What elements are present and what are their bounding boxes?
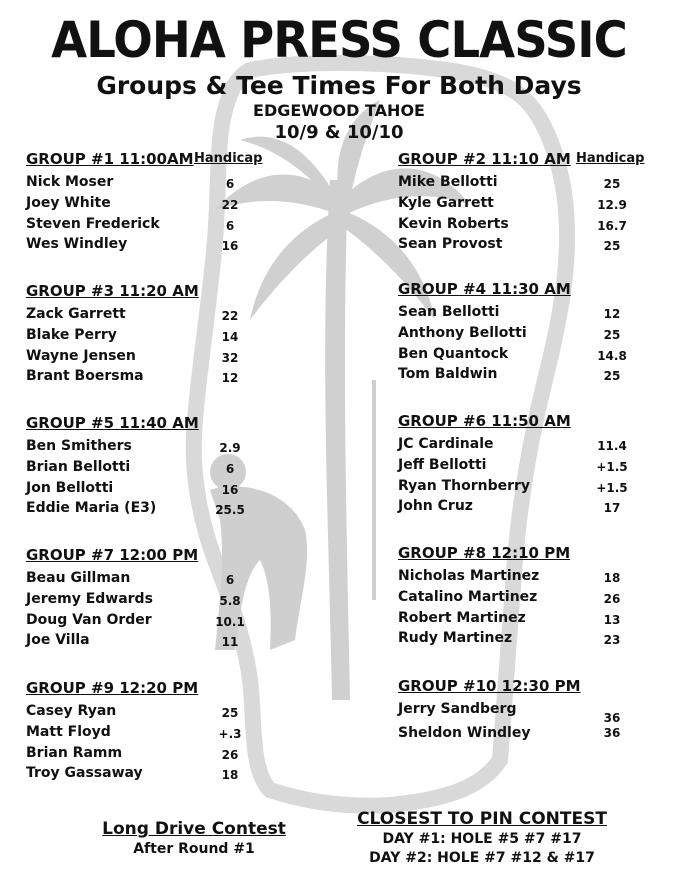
player-name: Robert Martinez <box>398 609 526 626</box>
player-row <box>26 435 306 456</box>
player-row <box>398 627 678 648</box>
group-card <box>398 149 678 254</box>
player-name: Ben Smithers <box>26 438 132 454</box>
player-handicap: 18 <box>221 768 239 783</box>
group-title: GROUP #4 11:30 AM <box>398 280 571 298</box>
player-name: Jerry Sandberg <box>398 701 517 717</box>
long-drive-detail: After Round #1 <box>133 841 255 857</box>
player-name: Brian Bellotti <box>26 458 131 475</box>
player-name: Sean Bellotti <box>398 304 500 320</box>
player-handicap: 25 <box>603 239 621 254</box>
group-title: GROUP #8 12:10 PM <box>398 544 571 562</box>
player-name: Matt Floyd <box>26 723 111 740</box>
player-row <box>26 192 306 213</box>
player-handicap: 5.8 <box>219 593 241 608</box>
handicap-header: Handicap <box>576 151 645 166</box>
player-name: Jeff Bellotti <box>398 456 487 473</box>
player-name: Jon Bellotti <box>26 479 114 496</box>
group-card <box>26 413 306 518</box>
player-name: Brant Boersma <box>26 368 144 385</box>
player-handicap: 16 <box>221 239 239 254</box>
player-row <box>26 345 306 366</box>
group-title: GROUP #9 12:20 PM <box>26 679 199 697</box>
player-name: Joe Villa <box>26 632 90 649</box>
group-card <box>26 678 306 783</box>
player-handicap: 12 <box>603 307 621 321</box>
player-name: Beau Gillman <box>26 570 131 586</box>
event-dates: 10/9 & 10/10 <box>274 122 404 143</box>
group-card <box>26 281 306 386</box>
player-handicap: 14 <box>221 329 239 344</box>
group-card <box>398 279 678 384</box>
group-card <box>26 545 306 650</box>
player-handicap: 17 <box>603 501 621 516</box>
player-handicap: 26 <box>221 747 239 762</box>
group-title: GROUP #2 11:10 AM <box>398 150 571 168</box>
player-row <box>26 303 306 324</box>
player-handicap: 12.9 <box>597 197 627 212</box>
player-handicap: 12 <box>221 371 239 386</box>
closest-to-pin-day1: DAY #1: HOLE #5 #7 #17 <box>382 831 582 847</box>
player-row <box>26 629 306 650</box>
player-row <box>398 698 678 725</box>
long-drive-title: Long Drive Contest <box>102 819 286 839</box>
player-name: JC Cardinale <box>398 436 494 452</box>
player-name: Mike Bellotti <box>398 174 498 190</box>
player-name: Anthony Bellotti <box>398 324 527 341</box>
group-title: GROUP #5 11:40 AM <box>26 414 199 432</box>
player-name: Troy Gassaway <box>26 765 143 782</box>
player-name: Zack Garrett <box>26 306 126 322</box>
player-name: Casey Ryan <box>26 703 117 719</box>
player-name: Sean Provost <box>398 236 503 253</box>
player-handicap: 11.4 <box>597 439 627 453</box>
group-card <box>398 676 678 743</box>
player-row <box>398 454 678 475</box>
player-name: John Cruz <box>398 498 473 515</box>
player-row <box>26 609 306 630</box>
player-handicap: 2.9 <box>219 441 241 455</box>
player-name: Tom Baldwin <box>398 366 498 383</box>
player-row <box>26 721 306 742</box>
player-handicap: 26 <box>603 591 621 606</box>
player-handicap: 25 <box>603 177 621 191</box>
player-handicap: 25 <box>603 369 621 384</box>
group-card <box>398 543 678 648</box>
group-card <box>398 411 678 516</box>
player-handicap: 36 <box>603 726 621 740</box>
player-handicap: 6 <box>225 218 235 233</box>
player-handicap: +1.5 <box>596 480 628 495</box>
player-name: Ben Quantock <box>398 345 509 362</box>
player-handicap: 22 <box>221 309 239 323</box>
player-name: Nick Moser <box>26 174 114 190</box>
player-name: Kyle Garrett <box>398 194 494 211</box>
player-name: Blake Perry <box>26 326 117 343</box>
group-title: GROUP #7 12:00 PM <box>26 546 199 564</box>
player-handicap: 11 <box>221 635 239 650</box>
player-row <box>398 192 678 213</box>
player-handicap: 25.5 <box>215 503 245 518</box>
player-handicap: 25 <box>603 327 621 342</box>
player-row <box>398 233 678 254</box>
player-row <box>26 171 306 192</box>
player-row <box>26 213 306 234</box>
player-handicap: 10.1 <box>215 614 245 629</box>
player-name: Nicholas Martinez <box>398 568 540 584</box>
player-row <box>398 475 678 496</box>
player-handicap: 23 <box>603 633 621 648</box>
player-name: Joey White <box>26 194 111 211</box>
player-row <box>26 477 306 498</box>
closest-to-pin-title: CLOSEST TO PIN CONTEST <box>357 809 607 829</box>
player-handicap: 18 <box>603 571 621 585</box>
player-row <box>26 567 306 588</box>
closest-to-pin-contest <box>352 808 612 868</box>
player-name: Rudy Martinez <box>398 630 513 647</box>
player-row <box>398 565 678 586</box>
long-drive-contest <box>94 818 294 859</box>
player-name: Kevin Roberts <box>398 215 509 232</box>
player-row <box>398 495 678 516</box>
group-title: GROUP #6 11:50 AM <box>398 412 571 430</box>
player-row <box>26 742 306 763</box>
page-title: ALOHA PRESS CLASSIC <box>51 11 627 69</box>
player-row <box>26 456 306 477</box>
player-handicap: 36 <box>603 711 621 725</box>
player-handicap: 25 <box>221 706 239 720</box>
venue-name: EDGEWOOD TAHOE <box>253 101 425 120</box>
player-row <box>398 722 678 743</box>
player-row <box>26 233 306 254</box>
player-handicap: 16 <box>221 482 239 497</box>
player-handicap: 32 <box>221 350 239 365</box>
group-card <box>26 149 306 254</box>
player-name: Catalino Martinez <box>398 588 538 605</box>
player-row <box>26 588 306 609</box>
player-row <box>398 586 678 607</box>
player-row <box>26 365 306 386</box>
player-row <box>398 363 678 384</box>
player-handicap: +.3 <box>218 726 242 741</box>
player-handicap: 6 <box>225 177 235 191</box>
player-row <box>26 700 306 721</box>
player-name: Doug Van Order <box>26 611 152 628</box>
player-handicap: +1.5 <box>596 459 628 474</box>
player-row <box>26 762 306 783</box>
player-handicap: 6 <box>225 573 235 587</box>
player-row <box>398 343 678 364</box>
player-name: Ryan Thornberry <box>398 477 531 494</box>
page-subtitle: Groups & Tee Times For Both Days <box>96 71 582 100</box>
player-row <box>398 433 678 454</box>
player-row <box>398 607 678 628</box>
player-name: Steven Frederick <box>26 215 160 232</box>
player-name: Wayne Jensen <box>26 347 136 364</box>
player-handicap: 16.7 <box>597 218 627 233</box>
group-title: GROUP #10 12:30 PM <box>398 677 581 695</box>
player-name: Sheldon Windley <box>398 725 531 741</box>
player-row <box>398 322 678 343</box>
group-title: GROUP #1 11:00AM <box>26 150 194 168</box>
closest-to-pin-day2: DAY #2: HOLE #7 #12 & #17 <box>369 850 595 866</box>
player-row <box>398 213 678 234</box>
group-title: GROUP #3 11:20 AM <box>26 282 199 300</box>
player-row <box>398 171 678 192</box>
handicap-header: Handicap <box>194 151 263 166</box>
player-row <box>26 324 306 345</box>
player-name: Jeremy Edwards <box>26 590 153 607</box>
player-handicap: 14.8 <box>597 348 627 363</box>
player-handicap: 22 <box>221 197 239 212</box>
player-name: Brian Ramm <box>26 744 123 761</box>
player-row <box>398 301 678 322</box>
player-name: Wes Windley <box>26 236 128 253</box>
player-handicap: 13 <box>603 612 621 627</box>
player-name: Eddie Maria (E3) <box>26 500 157 517</box>
player-row <box>26 497 306 518</box>
player-handicap: 6 <box>225 461 235 476</box>
